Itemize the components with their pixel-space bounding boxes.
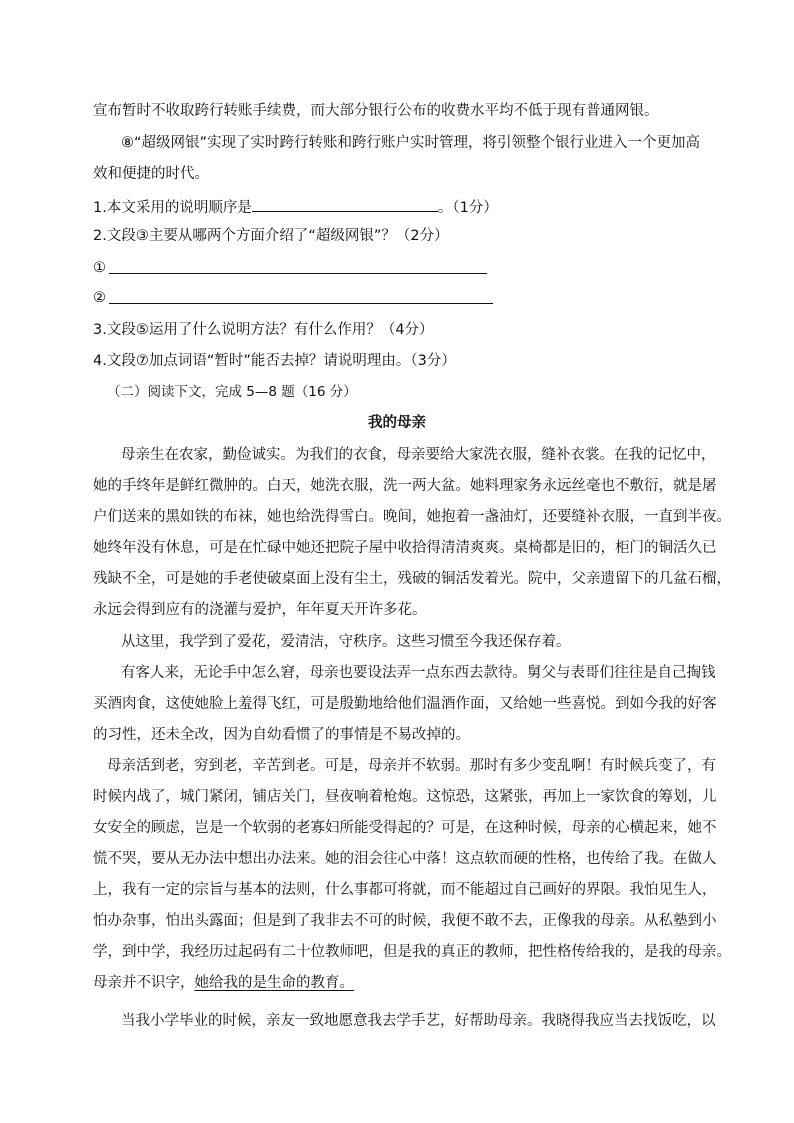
article-title: 我的母亲 [368, 415, 426, 431]
article-line: 母亲生在农家，勤俭诚实。为我们的衣食，母亲要给大家洗衣服，缝补衣裳。在我的记忆中， [121, 447, 716, 463]
article-line: 学，到中学，我经历过起码有二十位教师吧，但是我的真正的教师，把性格传给我的，是我的母亲。 [93, 944, 731, 960]
question-1-prefix: 1.本文采用的说明顺序是 [93, 200, 252, 216]
article-line: 怕办杂事，怕出头露面；但是到了我非去不可的时候，我便不敢不去，正像我的母亲。从私塾到小 [93, 913, 717, 929]
question-2-answer-2-line[interactable] [109, 303, 493, 304]
paragraph-8-line: 效和便捷的时代。 [93, 166, 209, 182]
paragraph-8-line: ⑧“超级网银”实现了实时跨行转账和跨行账户实时管理，将引领整个银行业进入一个更加高 [121, 135, 701, 151]
article-line: 慌不哭，要从无办法中想出办法来。她的泪会往心中落！这点软而硬的性格，也传给了我。在做人 [93, 851, 717, 867]
article-line: 母亲活到老，穷到老，辛苦到老。可是，母亲并不软弱。那时有多少变乱啊！有时候兵变了，有 [107, 758, 716, 774]
article-line: 她的手终年是鲜红微肿的。白天，她洗衣服，洗一两大盆。她料理家务永远丝毫也不敷衍，就是屠 [93, 478, 717, 494]
article-text: 母亲并不识字， [93, 975, 195, 991]
article-line: 女安全的顾虑，岂是一个软弱的老寡妇所能受得起的？可是，在这种时候，母亲的心横起来，她不 [93, 820, 717, 836]
question-1-answer-blank[interactable] [252, 196, 438, 212]
question-2-answer-2-label: ② [93, 290, 106, 306]
section-2-heading: （二）阅读下文，完成 5—8 题（16 分） [107, 384, 357, 400]
article-line: 当我小学毕业的时候，亲友一致地愿意我去学手艺，好帮助母亲。我晓得我应当去找饭吃，以 [121, 1013, 716, 1029]
question-3: 3.文段⑤运用了什么说明方法？有什么作用？（4分） [93, 322, 434, 338]
article-line: 的习性，还未全改，因为自幼看惯了的事情是不易改掉的。 [93, 727, 470, 743]
article-line: 时候内战了，城门紧闭，铺店关门，昼夜响着枪炮。这惊恐，这紧张，再加上一家饮食的筹划，儿 [93, 789, 717, 805]
article-line: 买酒肉食，这使她脸上羞得飞红，可是殷勤地给他们温酒作面，又给她一些喜悦。到如今我的好客 [93, 696, 717, 712]
question-2-answer-1-label: ① [93, 260, 106, 276]
article-line: 上，我有一定的宗旨与基本的法则，什么事都可将就，而不能超过自己画好的界限。我怕见生人， [93, 882, 717, 898]
question-1-suffix: 。（1分） [437, 200, 498, 216]
article-line: 有客人来，无论手中怎么窘，母亲也要设法弄一点东西去款待。舅父与表哥们往往是自己掏钱 [121, 665, 716, 681]
question-4: 4.文段⑦加点词语“暂时”能否去掉？请说明理由。（3分） [93, 353, 456, 369]
underlined-sentence: 她给我的是生命的教育。 [194, 975, 354, 991]
article-line [93, 973, 354, 993]
question-1 [93, 196, 498, 218]
passage-line: 宣布暂时不收取跨行转账手续费，而大部分银行公布的收费水平均不低于现有普通网银。 [93, 103, 659, 119]
article-line: 永远会得到应有的浇灌与爱护，年年夏天开许多花。 [93, 602, 427, 618]
question-2-answer-1-line[interactable] [109, 273, 487, 274]
article-line: 户们送来的黑如铁的布袜，她也给洗得雪白。晚间，她抱着一盏油灯，还要缝补衣服，一直到半夜。 [93, 509, 731, 525]
article-line: 残缺不全，可是她的手老使破桌面上没有尘土，残破的铜活发着光。院中，父亲遗留下的几盆石榴， [93, 571, 731, 587]
article-line: 她终年没有休息，可是在忙碌中她还把院子屋中收拾得清清爽爽。桌椅都是旧的，柜门的铜活久已 [93, 540, 717, 556]
question-2: 2.文段③主要从哪两个方面介绍了“超级网银”？（2分） [93, 228, 449, 244]
article-line: 从这里，我学到了爱花，爱清洁，守秩序。这些习惯至今我还保存着。 [121, 634, 571, 650]
